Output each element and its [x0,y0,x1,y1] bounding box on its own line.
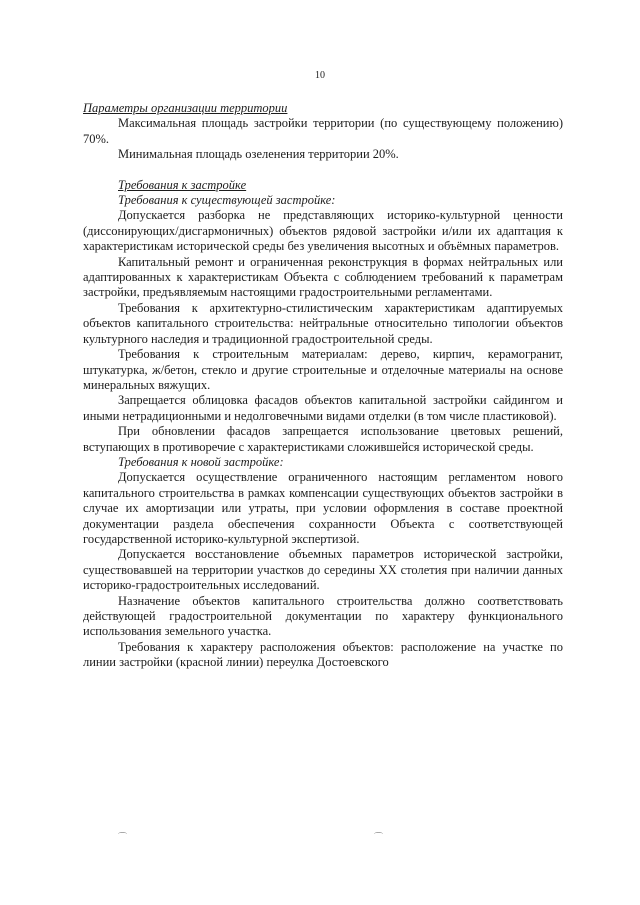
paragraph-max-building-area: Максимальная площадь застройки территории (по существующему положению) 70%. [83,116,563,146]
paragraph-new-1: Допускается осуществление ограниченного настоящим регламентом нового капитального строительства в рамках компенсации существующих объектов застройки в случае их амортизации или утраты, при условии оформления в составе проектной документации раздела обеспечения сохранности Объекта с соответствующей государственной историко-культурной экспертизой. [83,470,563,546]
page-number: 10 [315,70,325,81]
paragraph-existing-1: Допускается разборка не представляющих историко-культурной ценности (диссонирующих/дисгармоничных) объектов рядовой застройки и/или их адаптация к характеристикам исторической среды без увеличения высотных и объёмных параметров. [83,208,563,254]
scan-mark-right: ⌒ [374,832,384,842]
subheading-existing-buildings: Требования к существующей застройке: [118,193,336,208]
paragraph-existing-4: Требования к строительным материалам: дерево, кирпич, керамогранит, штукатурка, ж/бетон, стекло и другие строительные и отделочные материалы на основе минеральных вяжущих. [83,347,563,392]
heading-building-requirements: Требования к застройке [118,177,247,192]
page-content [83,101,563,671]
paragraph-existing-5: Запрещается облицовка фасадов объектов капитальной застройки сайдингом и иными нетрадиционными и недолговечными видами отделки (в том числе пластиковой). [83,393,563,423]
paragraph-new-4: Требования к характеру расположения объектов: расположение на участке по линии застройки (красной линии) переулка Достоевского [83,639,563,670]
paragraph-existing-2: Капитальный ремонт и ограниченная реконструкция в формах нейтральных или адаптированных к характеристикам Объекта с соблюдением требований к параметрам застройки, предъявляемым настоящими градостроительными регламентами. [83,254,563,300]
scan-mark-left: ⌒ [118,832,128,842]
paragraph-existing-3: Требования к архитектурно-стилистическим характеристикам адаптируемых объектов капитального строительства: нейтральные относительно типологии объектов культурного наследия и традиционной градостроительной среды. [83,300,563,346]
paragraph-new-2: Допускается восстановление объемных параметров исторической застройки, существовавшей на территории участков до середины XX столетия при наличии данных историко-градостроительных исследований. [83,547,563,593]
paragraph-new-3: Назначение объектов капитального строительства должно соответствовать действующей градостроительной документации по характеру функционального использования земельного участка. [83,593,563,639]
heading-territory-parameters: Параметры организации территории [83,101,288,115]
paragraph-existing-6: При обновлении фасадов запрещается использование цветовых решений, вступающих в противоречие с характеристиками сложившейся исторической среды. [83,424,563,454]
subheading-new-buildings: Требования к новой застройке: [118,454,284,469]
paragraph-min-greenery-area: Минимальная площадь озеленения территории 20%. [118,147,399,162]
